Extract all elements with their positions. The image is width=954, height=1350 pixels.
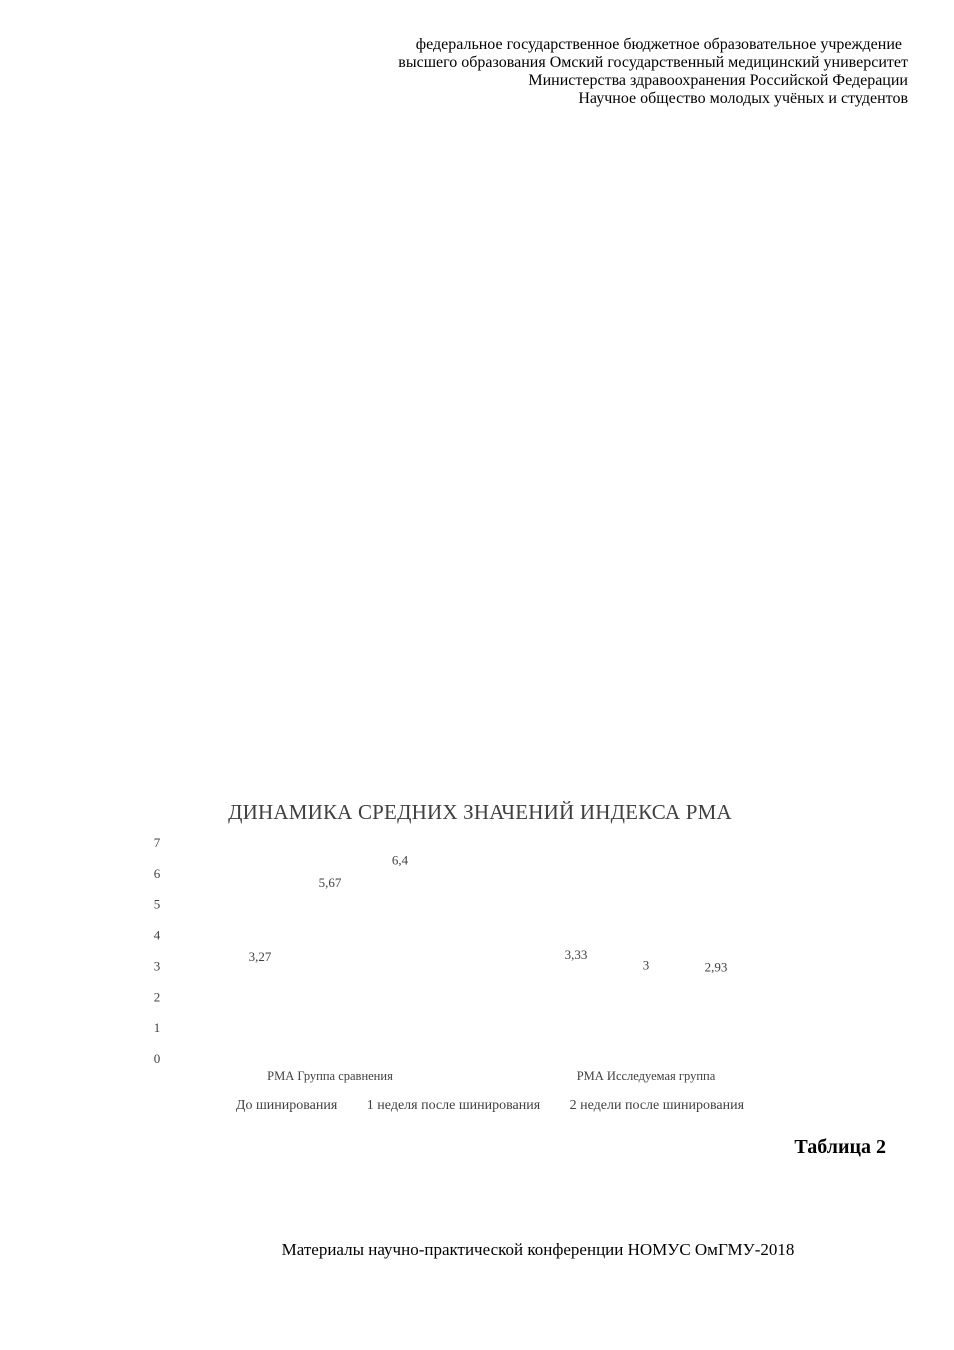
data-label: 2,93 [704, 959, 728, 975]
legend-entry: 2 недели после шинирования [569, 1098, 745, 1113]
legend-entry: 1 неделя после шинирования [366, 1098, 541, 1113]
table-label: Таблица 2 [794, 1136, 886, 1158]
data-label: 3,27 [248, 949, 272, 965]
data-label: 6,4 [391, 852, 409, 868]
y-tick-label: 6 [153, 865, 161, 881]
y-tick-label: 0 [153, 1051, 161, 1066]
header-line: Научное общество молодых учёных и студентов [578, 90, 908, 107]
data-label: 3 [642, 957, 650, 973]
chart-legend [0, 1098, 954, 1114]
y-tick-label: 7 [153, 835, 161, 850]
bar [691, 968, 741, 1058]
x-category-label: РМА Исследуемая группа [576, 1069, 716, 1083]
y-tick-label: 3 [153, 958, 161, 974]
chart-title: ДИНАМИКА СРЕДНИХ ЗНАЧЕНИЙ ИНДЕКСА РМА [228, 800, 732, 824]
x-category-label: РМА Группа сравнения [267, 1069, 393, 1083]
data-label: 3,33 [564, 947, 588, 963]
header-line: федеральное государственное бюджетное образовательное учреждение [415, 36, 902, 53]
bar [621, 965, 671, 1058]
data-label: 5,67 [318, 875, 342, 891]
bar [551, 955, 601, 1058]
bar [305, 883, 355, 1058]
header-line: высшего образования Омский государственный медицинский университет [398, 54, 908, 71]
y-tick-label: 1 [153, 1020, 161, 1036]
y-tick-label: 4 [153, 927, 161, 943]
legend-entry: До шинирования [235, 1098, 338, 1113]
bar [375, 861, 425, 1058]
bar [235, 957, 285, 1058]
header-line: Министерства здравоохранения Российской Федерации [528, 72, 908, 89]
footer: Материалы научно-практической конференции НОМУС ОмГМУ-2018 [281, 1240, 795, 1259]
y-tick-label: 5 [153, 896, 161, 912]
y-tick-label: 2 [153, 989, 161, 1005]
